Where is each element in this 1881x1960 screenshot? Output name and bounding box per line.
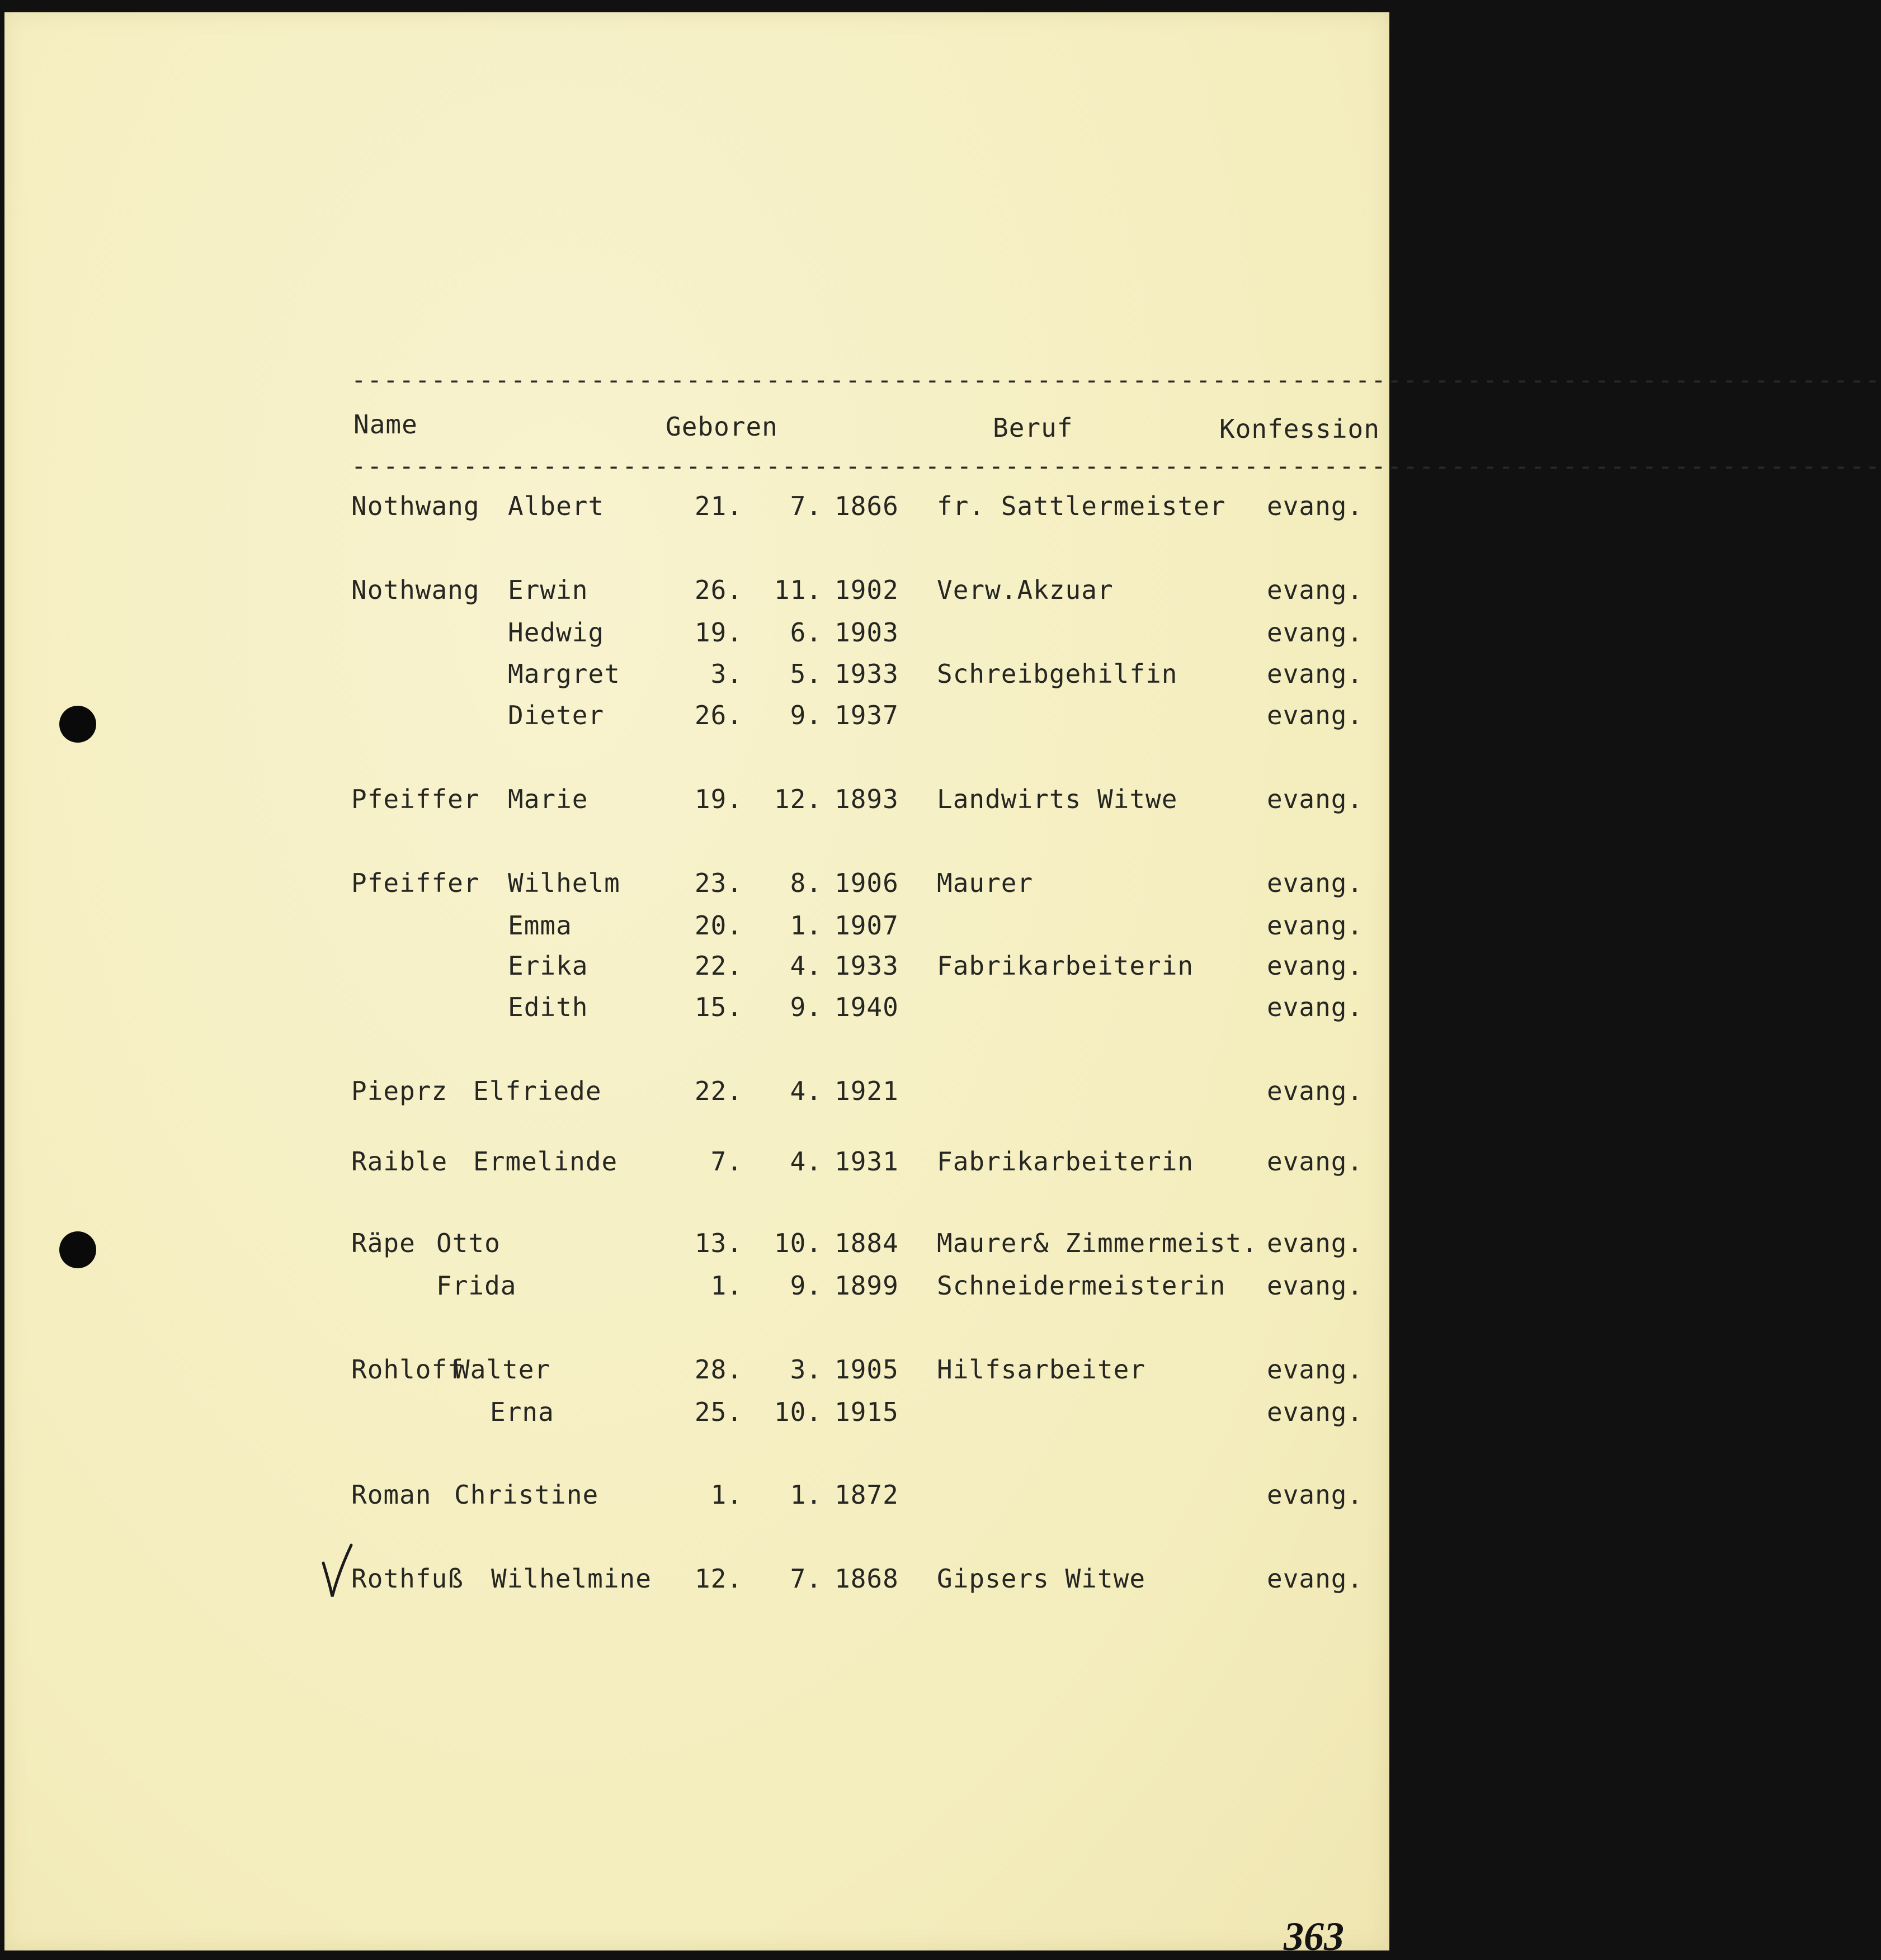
entry-konfession: evang. xyxy=(1267,1480,1364,1510)
entry-month: 5. xyxy=(790,659,822,689)
register-entry xyxy=(0,1146,1394,1178)
register-entry xyxy=(0,1076,1394,1107)
register-entry xyxy=(0,1354,1394,1386)
header-rule-top: ------------------------------------------------------------------------------------------------ xyxy=(351,366,1881,394)
entry-konfession: evang. xyxy=(1267,910,1364,941)
register-entry xyxy=(0,659,1394,690)
entry-given: Otto xyxy=(436,1228,501,1258)
entry-konfession: evang. xyxy=(1267,951,1364,981)
entry-month: 11. xyxy=(774,575,822,605)
entry-year: 1893 xyxy=(835,784,899,814)
entry-month: 4. xyxy=(790,1076,822,1106)
entry-day: 28. xyxy=(694,1354,743,1385)
entry-given: Walter xyxy=(454,1354,551,1385)
entry-konfession: evang. xyxy=(1267,617,1364,648)
entry-day: 23. xyxy=(694,868,743,898)
entry-year: 1940 xyxy=(835,992,899,1022)
entry-surname: Rothfuß xyxy=(351,1564,464,1594)
entry-given: Hedwig xyxy=(508,617,605,648)
entry-month: 8. xyxy=(790,868,822,898)
entry-konfession: evang. xyxy=(1267,1076,1364,1106)
entry-beruf: Landwirts Witwe xyxy=(937,784,1178,814)
entry-surname: Raible xyxy=(351,1146,448,1177)
entry-given: Elfriede xyxy=(473,1076,602,1106)
entry-surname: Räpe xyxy=(351,1228,416,1258)
entry-given: Dieter xyxy=(508,700,605,730)
checkmark-annotation xyxy=(319,1541,358,1602)
page-number: 363 xyxy=(1284,1914,1344,1959)
entry-month: 6. xyxy=(790,617,822,648)
entry-day: 20. xyxy=(694,910,743,941)
entry-given: Frida xyxy=(436,1271,517,1301)
entry-given: Marie xyxy=(508,784,588,814)
entry-konfession: evang. xyxy=(1267,700,1364,730)
entry-given: Wilhelm xyxy=(508,868,620,898)
entry-month: 9. xyxy=(790,992,822,1022)
entry-surname: Nothwang xyxy=(351,575,480,605)
entry-surname: Rohloff xyxy=(351,1354,464,1385)
col-header-konfession: Konfession xyxy=(1219,414,1380,444)
entry-given: Christine xyxy=(454,1480,599,1510)
entry-year: 1905 xyxy=(835,1354,899,1385)
entry-month: 4. xyxy=(790,1146,822,1177)
entry-month: 4. xyxy=(790,951,822,981)
entry-konfession: evang. xyxy=(1267,868,1364,898)
entry-konfession: evang. xyxy=(1267,575,1364,605)
entry-given: Albert xyxy=(508,491,605,521)
register-entry xyxy=(0,951,1394,982)
entry-year: 1907 xyxy=(835,910,899,941)
entry-surname: Pieprz xyxy=(351,1076,448,1106)
register-entry xyxy=(0,1480,1394,1511)
entry-month: 12. xyxy=(774,784,822,814)
entry-day: 19. xyxy=(694,784,743,814)
entry-year: 1899 xyxy=(835,1271,899,1301)
entry-month: 7. xyxy=(790,491,822,521)
entry-day: 22. xyxy=(694,1076,743,1106)
entry-year: 1903 xyxy=(835,617,899,648)
header-rule-bottom: ------------------------------------------------------------------------------------------------ xyxy=(351,452,1881,480)
entry-beruf: Schreibgehilfin xyxy=(937,659,1178,689)
entry-given: Erna xyxy=(490,1397,554,1427)
entry-month: 1. xyxy=(790,1480,822,1510)
entry-month: 3. xyxy=(790,1354,822,1385)
entry-beruf: Schneidermeisterin xyxy=(937,1271,1226,1301)
entry-month: 10. xyxy=(774,1397,822,1427)
entry-month: 9. xyxy=(790,700,822,730)
entry-day: 26. xyxy=(694,700,743,730)
entry-year: 1866 xyxy=(835,491,899,521)
entry-year: 1906 xyxy=(835,868,899,898)
entry-day: 26. xyxy=(694,575,743,605)
entry-surname: Nothwang xyxy=(351,491,480,521)
entry-konfession: evang. xyxy=(1267,992,1364,1022)
entry-konfession: evang. xyxy=(1267,659,1364,689)
entry-beruf: Fabrikarbeiterin xyxy=(937,951,1194,981)
register-entry xyxy=(0,992,1394,1023)
register-entry xyxy=(0,1228,1394,1259)
entry-month: 1. xyxy=(790,910,822,941)
entry-given: Emma xyxy=(508,910,572,941)
register-entry xyxy=(0,910,1394,942)
entry-beruf: Gipsers Witwe xyxy=(937,1564,1146,1594)
register-entry xyxy=(0,575,1394,606)
entry-konfession: evang. xyxy=(1267,1354,1364,1385)
entry-konfession: evang. xyxy=(1267,1271,1364,1301)
entry-konfession: evang. xyxy=(1267,1146,1364,1177)
register-entry xyxy=(0,491,1394,522)
entry-year: 1915 xyxy=(835,1397,899,1427)
entry-day: 3. xyxy=(710,659,743,689)
entry-beruf: Maurer xyxy=(937,868,1034,898)
entry-beruf: fr. Sattlermeister xyxy=(937,491,1226,521)
col-header-name: Name xyxy=(353,409,418,440)
entry-beruf: Fabrikarbeiterin xyxy=(937,1146,1194,1177)
entry-year: 1933 xyxy=(835,659,899,689)
entry-surname: Pfeiffer xyxy=(351,784,480,814)
entry-day: 13. xyxy=(694,1228,743,1258)
entry-konfession: evang. xyxy=(1267,784,1364,814)
entry-konfession: evang. xyxy=(1267,1228,1364,1258)
entry-day: 25. xyxy=(694,1397,743,1427)
col-header-geboren: Geboren xyxy=(666,412,778,442)
entry-year: 1933 xyxy=(835,951,899,981)
register-entry xyxy=(0,700,1394,731)
register-entry xyxy=(0,784,1394,815)
entry-year: 1931 xyxy=(835,1146,899,1177)
entry-month: 7. xyxy=(790,1564,822,1594)
entry-year: 1872 xyxy=(835,1480,899,1510)
register-entry xyxy=(0,617,1394,649)
entry-given: Erika xyxy=(508,951,588,981)
col-header-beruf: Beruf xyxy=(993,413,1073,443)
entry-day: 12. xyxy=(694,1564,743,1594)
entry-day: 22. xyxy=(694,951,743,981)
entry-surname: Roman xyxy=(351,1480,432,1510)
entry-beruf: Verw.Akzuar xyxy=(937,575,1114,605)
entry-konfession: evang. xyxy=(1267,1564,1364,1594)
entry-given: Edith xyxy=(508,992,588,1022)
entry-day: 19. xyxy=(694,617,743,648)
entry-given: Erwin xyxy=(508,575,588,605)
entry-year: 1884 xyxy=(835,1228,899,1258)
entry-day: 1. xyxy=(710,1480,743,1510)
entry-konfession: evang. xyxy=(1267,491,1364,521)
entry-given: Wilhelmine xyxy=(491,1564,652,1594)
register-entry xyxy=(0,1564,1394,1595)
entry-beruf: Maurer& Zimmermeist. xyxy=(937,1228,1258,1258)
entry-given: Margret xyxy=(508,659,620,689)
entry-year: 1868 xyxy=(835,1564,899,1594)
entry-surname: Pfeiffer xyxy=(351,868,480,898)
entry-year: 1902 xyxy=(835,575,899,605)
register-entry xyxy=(0,1397,1394,1428)
entry-day: 1. xyxy=(710,1271,743,1301)
entry-day: 21. xyxy=(694,491,743,521)
entry-day: 15. xyxy=(694,992,743,1022)
entry-year: 1921 xyxy=(835,1076,899,1106)
entry-day: 7. xyxy=(710,1146,743,1177)
entry-month: 10. xyxy=(774,1228,822,1258)
entry-year: 1937 xyxy=(835,700,899,730)
register-entry xyxy=(0,868,1394,899)
register-entry xyxy=(0,1271,1394,1302)
entry-month: 9. xyxy=(790,1271,822,1301)
entry-konfession: evang. xyxy=(1267,1397,1364,1427)
entry-beruf: Hilfsarbeiter xyxy=(937,1354,1146,1385)
entry-given: Ermelinde xyxy=(473,1146,618,1177)
